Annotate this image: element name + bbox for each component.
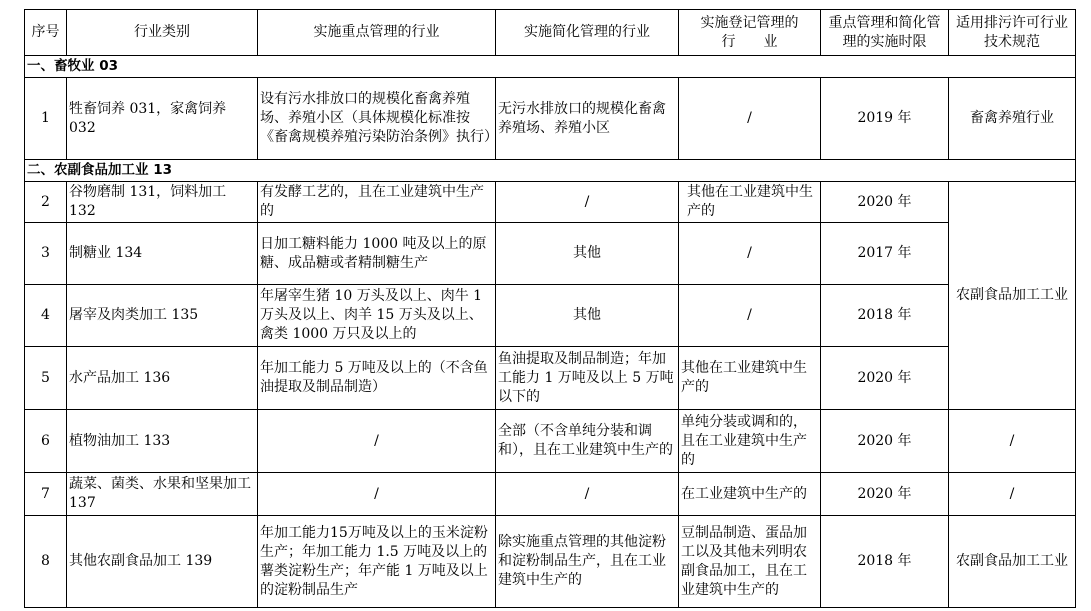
row-register: 其他在工业建筑中生产的 (679, 182, 821, 223)
row-no: 7 (25, 473, 67, 516)
row-register: 其他在工业建筑中生产的 (679, 347, 821, 410)
row-spec: 农副食品加工工业 (949, 516, 1076, 608)
section-title: 一、畜牧业 03 (25, 56, 1076, 78)
table-row (25, 410, 1076, 473)
table-row (25, 473, 1076, 516)
row-deadline: 2020 年 (821, 473, 949, 516)
row-category: 水产品加工 136 (67, 347, 258, 410)
header-technical-spec: 适用排污许可行业技术规范 (949, 10, 1076, 56)
row-category: 牲畜饲养 031，家禽饲养 032 (67, 78, 258, 160)
row-simple: 其他 (496, 223, 679, 285)
row-category: 蔬菜、菌类、水果和坚果加工 137 (67, 473, 258, 516)
table-row (25, 223, 1076, 285)
header-registration-management: 实施登记管理的 行 业 (679, 10, 821, 56)
row-deadline: 2018 年 (821, 285, 949, 347)
row-simple: / (496, 473, 679, 516)
table-row (25, 285, 1076, 347)
row-key: 年加工能力 5 万吨及以上的（不含鱼油提取及制品制造） (258, 347, 496, 410)
table-row (25, 78, 1076, 160)
row-deadline: 2017 年 (821, 223, 949, 285)
row-category: 屠宰及肉类加工 135 (67, 285, 258, 347)
row-spec-merged: 农副食品加工工业 (949, 182, 1076, 410)
row-category: 植物油加工 133 (67, 410, 258, 473)
table-row (25, 347, 1076, 410)
row-no: 1 (25, 78, 67, 160)
row-category: 制糖业 134 (67, 223, 258, 285)
section-row (25, 160, 1076, 182)
row-category: 谷物磨制 131，饲料加工 132 (67, 182, 258, 223)
row-key: / (258, 473, 496, 516)
row-key: 年屠宰生猪 10 万头及以上、肉牛 1 万头及以上、肉羊 15 万头及以上、禽类 1000 万只及以上的 (258, 285, 496, 347)
row-simple: 鱼油提取及制品制造；年加工能力 1 万吨及以上 5 万吨以下的 (496, 347, 679, 410)
row-simple: 无污水排放口的规模化畜禽养殖场、养殖小区 (496, 78, 679, 160)
row-category: 其他农副食品加工 139 (67, 516, 258, 608)
header-deadline: 重点管理和简化管理的实施时限 (821, 10, 949, 56)
row-key: 设有污水排放口的规模化畜禽养殖场、养殖小区（具体规模化标准按《畜禽规模养殖污染防治条例》执行） (258, 78, 496, 160)
row-spec: 畜禽养殖行业 (949, 78, 1076, 160)
permit-industry-table (24, 9, 1076, 608)
header-no: 序号 (25, 10, 67, 56)
row-register: 在工业建筑中生产的 (679, 473, 821, 516)
row-register: 单纯分装或调和的，且在工业建筑中生产的 (679, 410, 821, 473)
row-key: 有发酵工艺的，且在工业建筑中生产的 (258, 182, 496, 223)
row-no: 6 (25, 410, 67, 473)
row-no: 2 (25, 182, 67, 223)
row-key: / (258, 410, 496, 473)
row-register: 豆制品制造、蛋品加工以及其他未列明农副食品加工，且在工业建筑中生产的 (679, 516, 821, 608)
row-deadline: 2020 年 (821, 182, 949, 223)
row-simple: 全部（不含单纯分装和调和），且在工业建筑中生产的 (496, 410, 679, 473)
row-key: 年加工能力15万吨及以上的玉米淀粉生产；年加工能力 1.5 万吨及以上的薯类淀粉生产；年产能 1 万吨及以上的淀粉制品生产 (258, 516, 496, 608)
row-no: 5 (25, 347, 67, 410)
table-row (25, 516, 1076, 608)
row-deadline: 2018 年 (821, 516, 949, 608)
table-row (25, 182, 1076, 223)
header-simplified-management: 实施简化管理的行业 (496, 10, 679, 56)
table-header-row (25, 10, 1076, 56)
row-register: / (679, 223, 821, 285)
row-no: 8 (25, 516, 67, 608)
row-register: / (679, 78, 821, 160)
row-key: 日加工糖料能力 1000 吨及以上的原糖、成品糖或者精制糖生产 (258, 223, 496, 285)
row-no: 4 (25, 285, 67, 347)
row-deadline: 2020 年 (821, 410, 949, 473)
row-deadline: 2019 年 (821, 78, 949, 160)
section-row (25, 56, 1076, 78)
row-simple: 除实施重点管理的其他淀粉和淀粉制品生产，且在工业建筑中生产的 (496, 516, 679, 608)
row-spec: / (949, 473, 1076, 516)
section-title: 二、农副食品加工业 13 (25, 160, 1076, 182)
row-register: / (679, 285, 821, 347)
row-simple: 其他 (496, 285, 679, 347)
row-deadline: 2020 年 (821, 347, 949, 410)
row-no: 3 (25, 223, 67, 285)
header-category: 行业类别 (67, 10, 258, 56)
header-key-management: 实施重点管理的行业 (258, 10, 496, 56)
row-simple: / (496, 182, 679, 223)
row-spec: / (949, 410, 1076, 473)
